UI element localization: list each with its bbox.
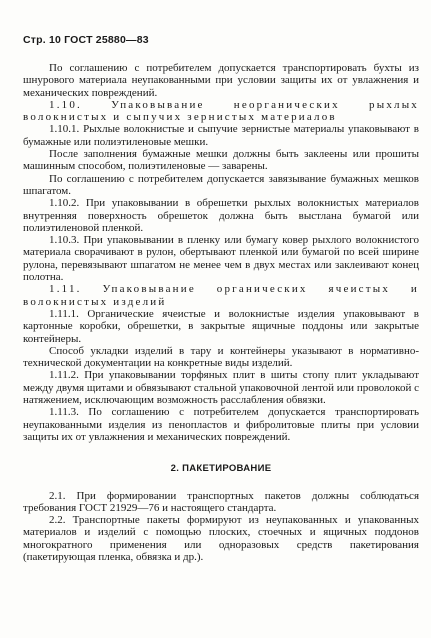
paragraph-1-10-1: 1.10.1. Рыхлые волокнистые и сыпучие зернистые материалы упаковывают в бумажные или полиэтиленовые мешки. [23, 123, 419, 148]
paragraph-1-11-3: 1.11.3. По соглашению с потребителем допускается транспортировать неупакованными изделия из пенопластов и фибролитовые плиты при условии защиты их от увлажнения и механических повреждений. [23, 406, 419, 443]
document-body [23, 62, 419, 563]
paragraph-1-11-1: 1.11.1. Органические ячеистые и волокнистые изделия упаковывают в картонные коробки, обрешетки, в закрытые ящичные поддоны или закрытые контейнеры. [23, 307, 419, 345]
heading-1-10: 1.10. Упаковывание неорганических рыхлых волокнистых и сыпучих зернистых материалов [23, 98, 419, 124]
paragraph-packing-method: Способ укладки изделий в тару и контейнеры указывают в нормативно-технической документации на конкретные виды изделий. [23, 344, 419, 370]
heading-1-11: 1.11. Упаковывание органических ячеистых и волокнистых изделий [23, 283, 419, 308]
paragraph-twine-tying: По соглашению с потребителем допускается завязывание бумажных мешков шпагатом. [23, 172, 419, 197]
paragraph-transport-bundles: По соглашению с потребителем допускается транспортировать бухты из шнурового материала неупакованными при условии защиты их от увлажнения и механических повреждений. [23, 62, 419, 99]
paragraph-bag-sealing: После заполнения бумажные мешки должны быть заклеены или прошиты машинным способом, полиэтиленовые — заварены. [23, 148, 419, 173]
paragraph-2-2: 2.2. Транспортные пакеты формируют из неупакованных и упакованных материалов и изделий с помощью плоских, стоечных и ящичных поддонов многократного применения или одноразовых средств пакетирования (пакетирующая пленка, обвязка и др.). [23, 514, 419, 563]
section-title: 2. ПАКЕТИРОВАНИЕ [170, 463, 272, 475]
paragraph-1-10-2: 1.10.2. При упаковывании в обрешетки рыхлых волокнистых материалов внутренняя поверхность обрешеток должна быть выстлана бумагой или полиэтиленовой пленкой. [23, 197, 419, 234]
paragraph-2-1: 2.1. При формировании транспортных пакетов должны соблюдаться требования ГОСТ 21929—76 и настоящего стандарта. [23, 489, 419, 514]
page-header: Стр. 10 ГОСТ 25880—83 [23, 34, 149, 46]
paragraph-1-10-3: 1.10.3. При упаковывании в пленку или бумагу ковер рыхлого волокнистого материала сворачивают в рулон, обертывают пленкой или бумагой по всей ширине рулона, перевязывают шпагатом не менее чем в двух местах или заклеивают конец полотна. [23, 234, 419, 284]
paragraph-1-11-2: 1.11.2. При упаковывании торфяных плит в шиты стопу плит укладывают между двумя щитами и обвязывают стальной упаковочной лентой или проволокой с натяжением, исключающим возможность расслабления обвязки. [23, 369, 419, 407]
